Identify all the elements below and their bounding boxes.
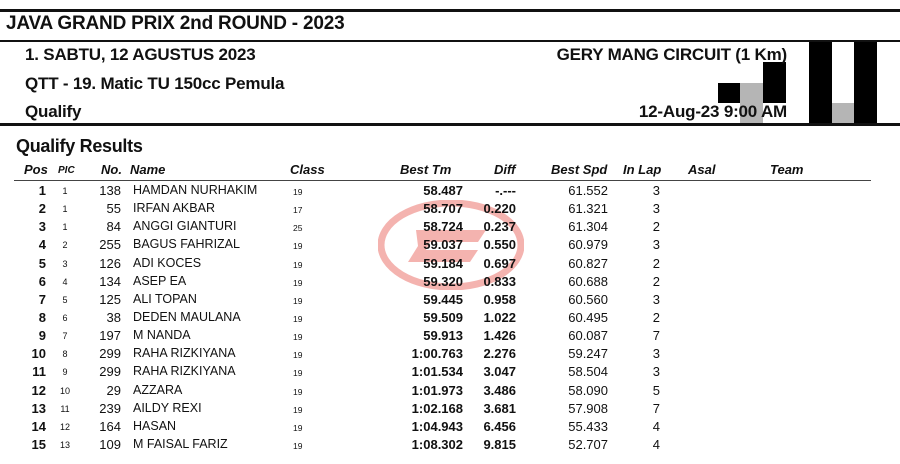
- row-best-speed: 55.433: [568, 418, 608, 434]
- row-position: 5: [38, 255, 46, 271]
- row-number: 138: [99, 183, 121, 198]
- flag-square: [832, 83, 855, 103]
- col-best-speed: Best Spd: [551, 162, 608, 177]
- row-number: 38: [106, 309, 121, 325]
- flag-square: [854, 42, 877, 62]
- flag-square: [854, 103, 877, 123]
- row-best-speed: 61.321: [568, 201, 608, 217]
- row-diff: -.---: [495, 183, 516, 198]
- row-best-time: 1:01.973: [411, 382, 463, 398]
- row-diff: 3.486: [483, 382, 516, 398]
- table-row: [0, 326, 900, 344]
- section-title: Qualify Results: [16, 136, 143, 156]
- table-row: [0, 181, 900, 199]
- flag-square: [718, 83, 741, 103]
- row-pic: 1: [62, 204, 68, 215]
- row-position: 13: [31, 400, 46, 416]
- table-row: [0, 399, 900, 417]
- row-pic: 3: [62, 258, 68, 269]
- row-number: 126: [99, 255, 121, 271]
- row-position: 10: [31, 346, 46, 362]
- row-pic: 5: [62, 294, 68, 305]
- row-number: 239: [99, 400, 121, 416]
- row-diff: 0.550: [483, 237, 516, 253]
- row-in-lap: 3: [652, 346, 660, 362]
- row-best-time: 59.445: [423, 291, 463, 307]
- event-class: QTT - 19. Matic TU 150cc Pemula: [25, 74, 285, 93]
- col-best-time: Best Tm: [400, 162, 452, 177]
- flag-square: [809, 42, 832, 62]
- row-number: 125: [99, 291, 121, 307]
- row-best-speed: 60.087: [568, 328, 608, 344]
- table-row: [0, 344, 900, 362]
- flag-square: [695, 83, 718, 103]
- col-diff: Diff: [494, 162, 516, 177]
- row-in-lap: 3: [652, 183, 660, 198]
- flag-square: [740, 62, 763, 82]
- row-in-lap: 2: [652, 219, 660, 235]
- row-diff: 1.022: [483, 309, 516, 325]
- flag-square: [672, 83, 695, 103]
- row-in-lap: 7: [652, 328, 660, 344]
- row-class: 25: [293, 223, 303, 234]
- row-name: BAGUS FAHRIZAL: [133, 237, 240, 252]
- row-pic: 13: [59, 439, 70, 450]
- row-name: IRFAN AKBAR: [133, 201, 215, 216]
- row-in-lap: 2: [652, 273, 660, 289]
- row-diff: 0.833: [483, 273, 516, 289]
- row-name: AILDY REXI: [133, 400, 202, 415]
- col-no: No.: [101, 162, 122, 177]
- row-diff: 1.426: [483, 328, 516, 344]
- row-diff: 2.276: [483, 346, 516, 362]
- row-pic: 1: [62, 186, 68, 196]
- flag-square: [877, 42, 900, 62]
- row-best-time: 1:01.534: [411, 364, 463, 380]
- flag-square: [809, 103, 832, 123]
- row-position: 7: [38, 291, 46, 307]
- results-table: [0, 181, 900, 453]
- flag-square: [832, 103, 855, 123]
- row-in-lap: 3: [652, 201, 660, 217]
- row-position: 8: [38, 309, 46, 325]
- col-pic: PIC: [58, 165, 75, 176]
- row-name: ANGGI GIANTURI: [133, 219, 237, 234]
- row-best-speed: 57.908: [568, 400, 608, 416]
- row-pic: 12: [59, 421, 70, 432]
- row-in-lap: 5: [652, 382, 660, 398]
- row-class: 19: [293, 277, 303, 288]
- row-class: 17: [293, 205, 303, 216]
- row-name: RAHA RIZKIYANA: [133, 346, 236, 361]
- row-class: 19: [293, 386, 303, 397]
- table-row: [0, 290, 900, 308]
- row-position: 2: [38, 201, 46, 217]
- flag-square: [786, 103, 809, 123]
- row-position: 15: [31, 436, 46, 452]
- row-name: HASAN: [133, 418, 177, 433]
- event-date: 1. SABTU, 12 AGUSTUS 2023: [25, 45, 256, 64]
- row-best-speed: 59.247: [568, 346, 608, 362]
- flag-square: [786, 62, 809, 82]
- row-class: 19: [293, 332, 303, 343]
- flag-square: [763, 62, 786, 82]
- row-in-lap: 4: [652, 436, 660, 452]
- col-asal: Asal: [688, 162, 716, 177]
- row-diff: 0.237: [483, 219, 516, 235]
- row-pic: 4: [62, 276, 68, 287]
- header-rule: [0, 123, 900, 126]
- row-best-time: 59.037: [423, 237, 463, 253]
- row-best-time: 1:00.763: [411, 346, 463, 362]
- row-best-time: 59.184: [423, 255, 463, 271]
- flag-square: [877, 62, 900, 82]
- row-in-lap: 4: [652, 418, 660, 434]
- top-rule: [0, 9, 900, 12]
- row-name: AZZARA: [133, 382, 183, 397]
- row-class: 19: [293, 187, 303, 197]
- row-class: 19: [293, 368, 303, 379]
- session-name: Qualify: [25, 102, 82, 121]
- row-number: 255: [99, 237, 121, 253]
- row-position: 4: [38, 237, 46, 253]
- row-class: 19: [293, 350, 303, 361]
- row-in-lap: 3: [652, 237, 660, 253]
- table-row: [0, 272, 900, 290]
- col-team: Team: [770, 162, 804, 177]
- table-row: [0, 308, 900, 326]
- row-diff: 0.697: [483, 255, 516, 271]
- row-number: 55: [106, 201, 121, 217]
- flag-square: [809, 62, 832, 82]
- row-number: 299: [99, 364, 121, 380]
- row-best-speed: 60.560: [568, 291, 608, 307]
- row-class: 19: [293, 241, 303, 252]
- row-name: ASEP EA: [133, 273, 187, 288]
- row-number: 164: [99, 418, 121, 434]
- flag-square: [832, 62, 855, 82]
- row-best-time: 1:04.943: [411, 418, 463, 434]
- row-position: 6: [38, 273, 46, 289]
- row-position: 11: [32, 364, 46, 380]
- row-name: ADI KOCES: [133, 255, 202, 270]
- row-best-time: 58.487: [423, 183, 463, 198]
- flag-square: [809, 83, 832, 103]
- row-name: ALI TOPAN: [133, 291, 197, 306]
- row-position: 14: [31, 418, 46, 434]
- col-in-lap: In Lap: [623, 162, 662, 177]
- row-number: 299: [99, 346, 121, 362]
- flag-square: [740, 83, 763, 103]
- row-best-time: 58.707: [423, 201, 463, 217]
- row-class: 19: [293, 295, 303, 306]
- row-number: 109: [99, 436, 121, 452]
- row-number: 84: [106, 219, 121, 235]
- row-pic: 8: [62, 349, 68, 360]
- row-name: M FAISAL FARIZ: [133, 436, 228, 451]
- flag-square: [877, 103, 900, 123]
- col-pos: Pos: [24, 162, 48, 177]
- circuit-name: GERY MANG CIRCUIT (1 Km): [556, 45, 787, 64]
- row-name: HAMDAN NURHAKIM: [133, 183, 258, 197]
- row-diff: 3.047: [483, 364, 516, 380]
- row-best-speed: 60.688: [568, 273, 608, 289]
- row-pic: 11: [60, 403, 70, 414]
- row-best-time: 58.724: [423, 219, 463, 235]
- row-number: 29: [106, 382, 121, 398]
- row-pic: 2: [62, 240, 68, 251]
- flag-square: [695, 62, 718, 82]
- flag-square: [786, 42, 809, 62]
- row-best-speed: 60.979: [568, 237, 608, 253]
- flag-square: [672, 62, 695, 82]
- flag-square: [718, 62, 741, 82]
- row-best-time: 59.913: [423, 328, 463, 344]
- row-best-time: 1:02.168: [411, 400, 463, 416]
- table-row: [0, 417, 900, 435]
- table-row: [0, 199, 900, 217]
- row-diff: 0.220: [483, 201, 516, 217]
- row-class: 19: [293, 313, 303, 324]
- col-class: Class: [290, 162, 325, 177]
- row-best-speed: 58.504: [568, 364, 608, 380]
- row-diff: 0.958: [483, 291, 516, 307]
- row-in-lap: 3: [652, 364, 660, 380]
- row-class: 19: [293, 422, 303, 433]
- flag-square: [832, 42, 855, 62]
- row-best-time: 59.320: [423, 273, 463, 289]
- row-pic: 1: [62, 222, 68, 233]
- timestamp: 12-Aug-23 9:00 AM: [638, 102, 787, 121]
- flag-square: [854, 62, 877, 82]
- row-best-speed: 52.707: [568, 436, 608, 452]
- col-name: Name: [130, 162, 166, 177]
- row-best-speed: 60.495: [568, 309, 608, 325]
- row-diff: 9.815: [483, 436, 516, 452]
- row-best-speed: 61.552: [568, 183, 608, 198]
- row-pic: 10: [59, 385, 70, 396]
- row-in-lap: 2: [652, 309, 660, 325]
- table-row: [0, 235, 900, 253]
- row-diff: 3.681: [483, 400, 516, 416]
- row-in-lap: 7: [652, 400, 660, 416]
- flag-square: [877, 83, 900, 103]
- flag-square: [786, 83, 809, 103]
- row-position: 12: [31, 382, 46, 398]
- row-pic: 6: [62, 312, 68, 323]
- row-name: RAHA RIZKIYANA: [133, 364, 236, 379]
- row-best-speed: 58.090: [568, 382, 608, 398]
- table-row: [0, 217, 900, 235]
- row-name: DEDEN MAULANA: [133, 309, 241, 324]
- table-row: [0, 362, 900, 380]
- table-row: [0, 435, 900, 453]
- row-number: 197: [99, 328, 121, 344]
- row-pic: 7: [62, 331, 68, 342]
- row-position: 9: [38, 328, 46, 344]
- row-best-time: 1:08.302: [411, 436, 463, 452]
- table-row: [0, 254, 900, 272]
- row-class: 19: [293, 440, 303, 451]
- table-row: [0, 381, 900, 399]
- row-class: 19: [293, 404, 303, 415]
- row-number: 134: [99, 273, 121, 289]
- row-in-lap: 2: [652, 255, 660, 271]
- row-name: M NANDA: [133, 328, 191, 343]
- flag-square: [854, 83, 877, 103]
- page-title: JAVA GRAND PRIX 2nd ROUND - 2023: [6, 13, 345, 34]
- row-position: 3: [38, 219, 46, 235]
- row-diff: 6.456: [483, 418, 516, 434]
- row-best-speed: 61.304: [568, 219, 608, 235]
- flag-square: [763, 83, 786, 103]
- row-pic: 9: [62, 367, 68, 378]
- row-best-time: 59.509: [423, 309, 463, 325]
- row-class: 19: [293, 259, 303, 270]
- row-best-speed: 60.827: [568, 255, 608, 271]
- row-position: 1: [38, 183, 46, 198]
- row-in-lap: 3: [652, 291, 660, 307]
